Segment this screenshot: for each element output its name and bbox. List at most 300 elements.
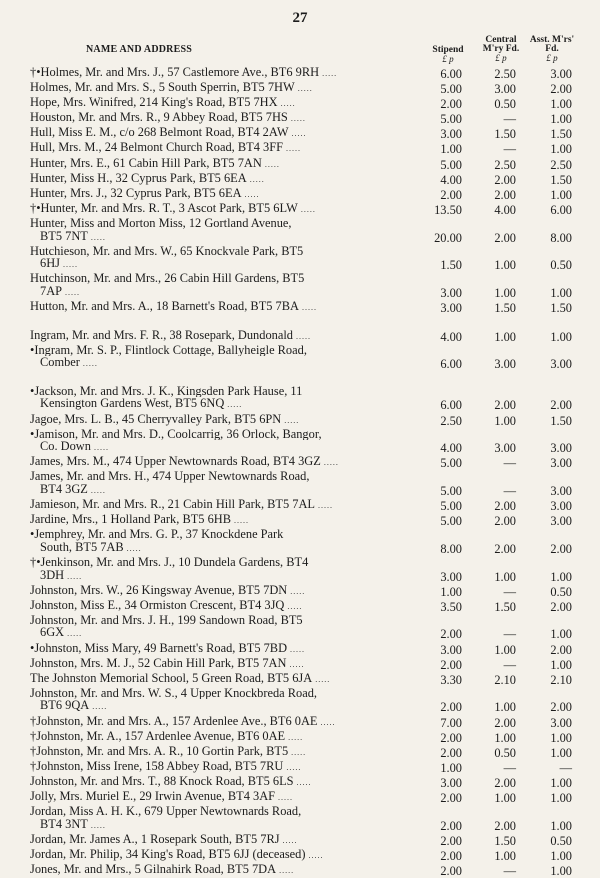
stipend-amount: 2.00 (440, 187, 462, 202)
list-item (0, 672, 600, 687)
entry-name-address (0, 157, 416, 172)
entry-line (30, 141, 416, 156)
list-item (0, 344, 600, 371)
list-item (0, 217, 600, 244)
asst-fund-amount: 1.00 (550, 329, 572, 344)
entry-text: 6GX (40, 626, 65, 640)
stipend-amount: 8.00 (440, 541, 462, 556)
stipend-amount: 5.00 (440, 514, 462, 529)
stipend-amount: 5.00 (440, 112, 462, 127)
asst-fund-amount: 3.00 (550, 484, 572, 499)
stipend-amount: 2.00 (440, 97, 462, 112)
entry-text: The Johnston Memorial School, 5 Green Road, BT5 6JA (30, 671, 313, 685)
list-item (0, 455, 600, 470)
central-fund-amount: 1.50 (494, 833, 516, 848)
entry-line (30, 172, 416, 187)
asst-fund-amount: 1.00 (550, 569, 572, 584)
leader-dots: ..... (261, 159, 280, 169)
entry-amounts (400, 442, 580, 455)
entry-amounts (400, 485, 580, 498)
entry-name-address (0, 428, 416, 455)
list-item (0, 81, 600, 96)
stipend-amount: 2.00 (440, 818, 462, 833)
stipend-amount: 1.00 (440, 142, 462, 157)
leader-dots: ..... (293, 777, 312, 787)
stipend-amount: 1.50 (440, 258, 462, 273)
stipend-amount: 2.00 (440, 627, 462, 642)
entry-line (30, 202, 416, 217)
entry-text: Johnston, Mr. and Mrs. T., 88 Knock Road, BT5 6LS (30, 774, 294, 788)
entry-amounts (400, 331, 580, 344)
entry-amounts (400, 732, 580, 745)
central-fund-amount: 0.50 (494, 745, 516, 760)
entry-text: Jones, Mr. and Mrs., 5 Gilnahirk Road, BT5 7DA (30, 862, 277, 876)
leader-dots: ..... (312, 674, 331, 684)
entry-line (30, 528, 416, 541)
entry-amounts (400, 644, 580, 657)
entry-amounts (400, 174, 580, 187)
entry-text: •Johnston, Miss Mary, 49 Barnett's Road, BT5 7BD (30, 641, 288, 655)
entry-text: •Jemphrey, Mr. and Mrs. G. P., 37 Knockdene Park (30, 528, 284, 541)
asst-fund-amount: 1.00 (550, 627, 572, 642)
entry-name-address (0, 300, 416, 315)
central-fund-amount: 2.00 (494, 818, 516, 833)
asst-fund-amount: 2.00 (550, 642, 572, 657)
stipend-amount: 5.00 (440, 499, 462, 514)
entry-name-address (0, 584, 416, 599)
central-fund-amount: 2.00 (494, 715, 516, 730)
column-headers (0, 36, 600, 68)
entry-amounts (400, 701, 580, 714)
central-fund-header-label: Central M'ry Fd. (482, 35, 520, 54)
list-item (0, 498, 600, 513)
entry-line-continued (30, 230, 416, 245)
entry-text: Hunter, Miss H., 32 Cyprus Park, BT5 6EA (30, 171, 247, 185)
entry-line (30, 848, 416, 863)
entry-amounts (400, 628, 580, 641)
central-fund-amount: 1.50 (494, 127, 516, 142)
entry-name-address (0, 614, 416, 641)
stipend-amount: 2.00 (440, 657, 462, 672)
leader-dots: ..... (288, 747, 307, 757)
list-item (0, 513, 600, 528)
central-fund-amount: 2.00 (494, 172, 516, 187)
entry-text: Jordan, Miss A. H. K., 679 Upper Newtownards Road, (30, 805, 302, 818)
entry-text: Comber (40, 356, 80, 370)
entry-name-address (0, 455, 416, 470)
list-item (0, 300, 600, 315)
entry-name-address (0, 126, 416, 141)
entry-amounts (400, 515, 580, 528)
asst-fund-amount: 1.00 (550, 285, 572, 300)
leader-dots: ..... (314, 501, 333, 511)
entry-line (30, 272, 416, 285)
entry-name-address (0, 528, 416, 555)
list-item (0, 385, 600, 412)
entry-name-address (0, 329, 416, 344)
list-item (0, 715, 600, 730)
list-item (0, 428, 600, 455)
stipend-amount: 5.00 (440, 456, 462, 471)
list-item (0, 126, 600, 141)
leader-dots: ..... (87, 820, 106, 830)
central-fund-amount: 2.00 (494, 398, 516, 413)
asst-fund-amount: 0.50 (550, 833, 572, 848)
entry-text: 6HJ (40, 257, 60, 271)
entry-name-address (0, 66, 416, 81)
stipend-amount: 2.00 (440, 848, 462, 863)
leader-dots: ..... (123, 543, 142, 553)
central-fund-amount: 1.00 (494, 285, 516, 300)
entry-name-address (0, 498, 416, 513)
leader-dots: ..... (246, 174, 265, 184)
asst-fund-amount: 1.00 (550, 818, 572, 833)
stipend-amount: 3.00 (440, 285, 462, 300)
entry-text: BT4 3NT (40, 817, 88, 831)
list-item (0, 833, 600, 848)
entry-text: Johnston, Mr. and Mrs. J. H., 199 Sandown Road, BT5 (30, 613, 303, 627)
list-item (0, 642, 600, 657)
central-fund-amount: — (503, 484, 516, 499)
list-item (0, 157, 600, 172)
entry-name-address (0, 556, 416, 583)
asst-fund-header (526, 36, 578, 63)
entry-line (30, 498, 416, 513)
stipend-amount: 4.00 (440, 441, 462, 456)
entry-text: Jardine, Mrs., 1 Holland Park, BT5 6HB (30, 513, 231, 527)
entry-line-continued (30, 541, 416, 556)
entry-name-address (0, 111, 416, 126)
leader-dots: ..... (283, 144, 301, 154)
asst-fund-amount: 1.00 (550, 142, 572, 157)
entry-amounts (400, 457, 580, 470)
entry-text: BT4 3GZ (40, 483, 88, 497)
entry-text: Hunter, Miss and Morton Miss, 12 Gortland Avenue, (30, 216, 292, 230)
entry-line (30, 642, 416, 657)
leader-dots: ..... (279, 835, 298, 845)
entry-text: Jagoe, Mrs. L. B., 45 Cherryvalley Park, BT5 6PN (30, 412, 282, 426)
entry-amounts (400, 399, 580, 412)
entry-line (30, 96, 416, 111)
entry-line-continued (30, 818, 416, 833)
entry-amounts (400, 113, 580, 126)
stipend-amount: 1.00 (440, 760, 462, 775)
entry-line (30, 413, 416, 428)
asst-fund-amount: — (559, 760, 572, 775)
leader-dots: ..... (64, 571, 83, 581)
leader-dots: ..... (64, 629, 83, 639)
stipend-amount: 3.00 (440, 569, 462, 584)
entry-amounts (400, 792, 580, 805)
central-fund-amount: — (503, 584, 516, 599)
leader-dots: ..... (277, 99, 296, 109)
central-fund-amount: 2.00 (494, 230, 516, 245)
entry-line (30, 672, 416, 687)
entry-name-address (0, 172, 416, 187)
entry-text: Jordan, Mr. Philip, 34 King's Road, BT5 6JJ (deceased) (30, 847, 306, 861)
asst-fund-amount: 3.00 (550, 456, 572, 471)
stipend-amount: 3.30 (440, 672, 462, 687)
asst-fund-amount: 1.00 (550, 791, 572, 805)
entry-text: James, Mr. and Mrs. H., 474 Upper Newtownards Road, (30, 470, 310, 484)
leader-dots: ..... (288, 129, 307, 139)
entry-text: Hutton, Mr. and Mrs. A., 18 Barnett's Road, BT5 7BA (30, 300, 299, 313)
list-item (0, 202, 600, 217)
asst-fund-amount: 0.50 (550, 584, 572, 599)
central-fund-amount: 2.10 (494, 672, 516, 687)
entry-text: Holmes, Mr. and Mrs. S., 5 South Sperrin, BT5 7HW (30, 81, 295, 95)
central-fund-amount: 2.00 (494, 514, 516, 529)
entry-line (30, 344, 416, 357)
entry-text: Hutchinson, Mr. and Mrs., 26 Cabin Hill Gardens, BT5 (30, 272, 305, 285)
entry-name-address (0, 848, 416, 863)
asst-fund-amount: 1.00 (550, 863, 572, 878)
entry-line-continued (30, 483, 416, 498)
entry-amounts (400, 835, 580, 848)
central-fund-amount: 1.00 (494, 329, 516, 344)
entry-amounts (400, 543, 580, 556)
stipend-units: £ p (442, 54, 454, 64)
entry-name-address (0, 730, 416, 745)
entry-name-address (0, 141, 416, 156)
entry-line (30, 687, 416, 700)
list-item (0, 730, 600, 745)
entry-line (30, 513, 416, 528)
leader-dots: ..... (305, 850, 324, 860)
entry-name-address (0, 81, 416, 96)
asst-fund-amount: 8.00 (550, 230, 572, 245)
asst-fund-amount: 2.00 (550, 82, 572, 97)
stipend-amount: 5.00 (440, 82, 462, 97)
list-item (0, 848, 600, 863)
entry-amounts (400, 83, 580, 96)
entry-amounts (400, 143, 580, 156)
entry-name-address (0, 672, 416, 687)
stipend-amount: 6.00 (440, 357, 462, 372)
asst-fund-amount: 3.00 (550, 715, 572, 730)
list-item (0, 863, 600, 878)
stipend-amount: 2.00 (440, 745, 462, 760)
stipend-amount: 4.00 (440, 172, 462, 187)
central-fund-amount: 3.00 (494, 357, 516, 372)
stipend-amount: 3.00 (440, 127, 462, 142)
asst-fund-amount: 1.00 (550, 745, 572, 760)
entry-amounts (400, 865, 580, 878)
leader-dots: ..... (224, 400, 243, 410)
entry-line (30, 614, 416, 627)
stipend-amount: 3.00 (440, 301, 462, 315)
leader-dots: ..... (292, 331, 311, 341)
central-fund-amount: 1.00 (494, 413, 516, 428)
asst-fund-amount: 1.50 (550, 413, 572, 428)
asst-fund-amount: 1.00 (550, 775, 572, 790)
list-item (0, 556, 600, 583)
central-fund-units: £ p (495, 53, 507, 63)
asst-fund-amount: 1.00 (550, 112, 572, 127)
leader-dots: ..... (62, 287, 81, 297)
entry-line (30, 863, 416, 878)
entry-amounts (400, 500, 580, 513)
subscriber-list (0, 66, 600, 878)
asst-fund-amount: 1.00 (550, 730, 572, 745)
central-fund-amount: 2.50 (494, 67, 516, 81)
entry-line-continued (30, 569, 416, 584)
leader-dots: ..... (59, 260, 78, 270)
entry-line-continued (30, 356, 416, 371)
entry-amounts (400, 571, 580, 584)
entry-line (30, 745, 416, 760)
asst-fund-amount: 2.00 (550, 541, 572, 556)
list-item (0, 413, 600, 428)
entry-text: Hull, Miss E. M., c/o 268 Belmont Road, BT4 2AW (30, 126, 289, 140)
entry-name-address (0, 470, 416, 497)
entry-line (30, 805, 416, 818)
stipend-amount: 4.00 (440, 329, 462, 344)
entry-line (30, 775, 416, 790)
entry-text: Johnston, Mrs. M. J., 52 Cabin Hill Park, BT5 7AN (30, 656, 287, 670)
leader-dots: ..... (275, 793, 294, 802)
entry-amounts (400, 287, 580, 300)
central-fund-amount: — (503, 142, 516, 157)
central-fund-amount: 1.50 (494, 599, 516, 614)
central-fund-amount: 1.50 (494, 301, 516, 315)
entry-line (30, 66, 416, 81)
entry-text: Co. Down (40, 440, 91, 454)
central-fund-amount: — (503, 863, 516, 878)
stipend-header (420, 46, 476, 64)
list-item (0, 805, 600, 832)
leader-dots: ..... (319, 69, 338, 78)
entry-name-address (0, 217, 416, 244)
stipend-amount: 5.00 (440, 484, 462, 499)
central-fund-amount: — (503, 456, 516, 471)
asst-fund-header-label: Asst. M'rs' Fd. (529, 35, 575, 54)
entry-amounts (400, 659, 580, 672)
central-fund-amount: 2.00 (494, 187, 516, 202)
entry-name-address (0, 745, 416, 760)
leader-dots: ..... (87, 486, 106, 496)
leader-dots: ..... (286, 659, 305, 669)
list-item (0, 187, 600, 202)
central-fund-amount: 0.50 (494, 97, 516, 112)
central-fund-amount: 1.00 (494, 569, 516, 584)
entry-amounts (400, 850, 580, 863)
entry-amounts (400, 259, 580, 272)
entry-line (30, 126, 416, 141)
central-fund-amount: 2.00 (494, 775, 516, 790)
stipend-amount: 2.00 (440, 791, 462, 805)
asst-fund-amount: 3.00 (550, 67, 572, 81)
entry-name-address (0, 272, 416, 299)
entry-line (30, 833, 416, 848)
stipend-header-label: Stipend (432, 45, 464, 55)
leader-dots: ..... (283, 762, 302, 772)
asst-fund-amount: 6.00 (550, 202, 572, 217)
stipend-amount: 6.00 (440, 67, 462, 81)
entry-text: Hull, Mrs. M., 24 Belmont Church Road, BT4 3FF (30, 141, 283, 155)
entry-name-address (0, 790, 416, 805)
entry-amounts (400, 777, 580, 790)
entry-name-address (0, 385, 416, 412)
entry-line (30, 715, 416, 730)
central-fund-header (476, 36, 526, 63)
entry-line (30, 81, 416, 96)
asst-fund-amount: 3.00 (550, 514, 572, 529)
entry-line-continued (30, 699, 416, 714)
entry-text: Johnston, Mr. and Mrs. W. S., 4 Upper Knockbreda Road, (30, 686, 318, 700)
entry-line (30, 584, 416, 599)
central-fund-amount: — (503, 657, 516, 672)
entry-name-address (0, 344, 416, 371)
entry-name-address (0, 642, 416, 657)
entry-line (30, 217, 416, 230)
entry-text: Hunter, Mrs. E., 61 Cabin Hill Park, BT5 7AN (30, 156, 262, 170)
stipend-amount: 3.50 (440, 599, 462, 614)
central-fund-amount: 3.00 (494, 82, 516, 97)
entry-line-continued (30, 397, 416, 412)
entry-name-address (0, 245, 416, 272)
entry-line (30, 428, 416, 441)
list-item (0, 245, 600, 272)
entry-line (30, 730, 416, 745)
entry-amounts (400, 762, 580, 775)
entry-name-address (0, 657, 416, 672)
entry-amounts (400, 159, 580, 172)
entry-name-address (0, 187, 416, 202)
entry-line (30, 455, 416, 470)
list-item (0, 790, 600, 805)
entry-text: †Johnston, Mr. and Mrs. A., 157 Ardenlee Ave., BT6 0AE (30, 714, 318, 728)
stipend-amount: 7.00 (440, 715, 462, 730)
leader-dots: ..... (284, 601, 303, 611)
page-number: 27 (292, 10, 308, 26)
entry-text: Johnston, Mrs. W., 26 Kingsway Avenue, BT5 7DN (30, 583, 288, 597)
list-item (0, 172, 600, 187)
list-item (0, 775, 600, 790)
entry-text: 7AP (40, 284, 63, 298)
leader-dots: ..... (297, 204, 316, 214)
list-item (0, 687, 600, 714)
entry-amounts (400, 717, 580, 730)
entry-name-address (0, 202, 416, 217)
entry-line (30, 111, 416, 126)
entry-line (30, 157, 416, 172)
entry-text: †•Holmes, Mr. and Mrs. J., 57 Castlemore Ave., BT6 9RH (30, 66, 320, 79)
leader-dots: ..... (90, 443, 109, 453)
list-item (0, 528, 600, 555)
list-item (0, 96, 600, 111)
entry-text: †Johnston, Mr. and Mrs. A. R., 10 Gortin Park, BT5 (30, 744, 289, 758)
entry-text: Jolly, Mrs. Muriel E., 29 Irwin Avenue, BT4 3AF (30, 790, 276, 803)
stipend-amount: 2.00 (440, 833, 462, 848)
list-item (0, 111, 600, 126)
entry-text: •Jackson, Mr. and Mrs. J. K., Kingsden Park Hause, 11 (30, 384, 303, 398)
entry-text: James, Mrs. M., 474 Upper Newtownards Road, BT4 3GZ (30, 455, 321, 469)
entry-amounts (400, 204, 580, 217)
stipend-amount: 20.00 (434, 230, 462, 245)
entry-amounts (400, 358, 580, 371)
list-item (0, 66, 600, 81)
entry-name-address (0, 413, 416, 428)
entry-amounts (400, 232, 580, 245)
asst-fund-amount: 1.00 (550, 657, 572, 672)
entry-amounts (400, 189, 580, 202)
leader-dots: ..... (276, 865, 295, 875)
stipend-amount: 2.00 (440, 863, 462, 878)
entry-line (30, 599, 416, 614)
entry-name-address (0, 687, 416, 714)
leader-dots: ..... (298, 303, 317, 312)
